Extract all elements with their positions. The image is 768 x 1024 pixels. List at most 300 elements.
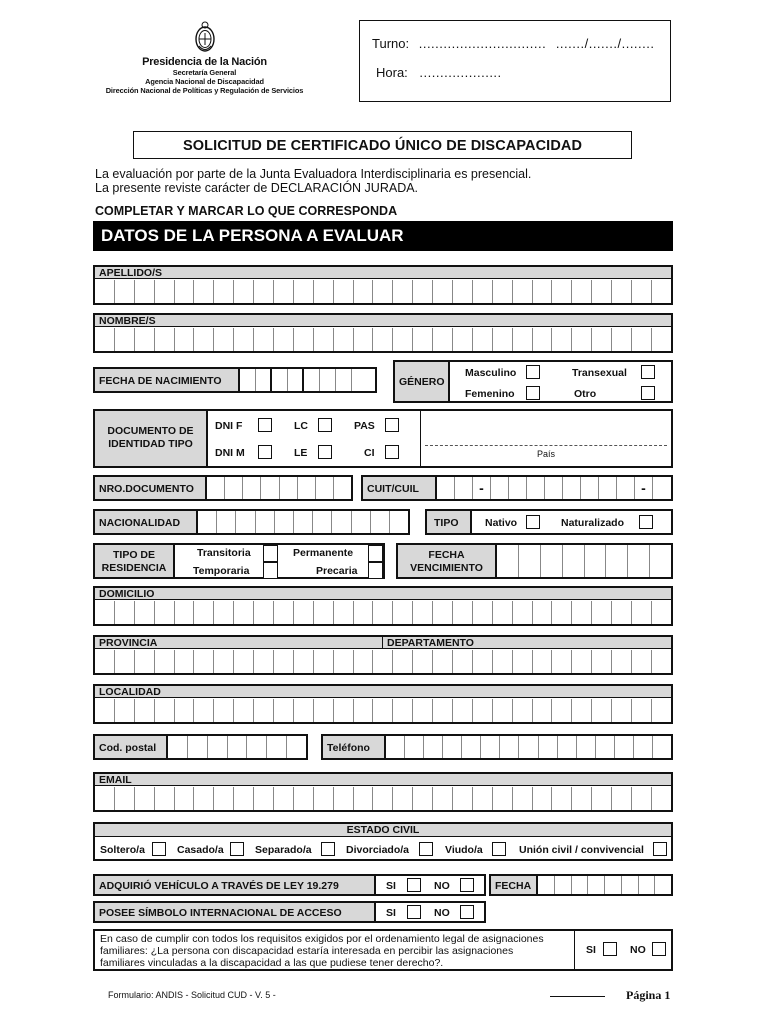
genero-label: GÉNERO [395,362,450,401]
char-cell[interactable] [334,477,351,499]
char-cell[interactable] [352,511,371,533]
char-cell[interactable] [592,280,612,303]
char-cell[interactable] [453,328,473,351]
char-cell[interactable] [612,601,632,624]
char-cell[interactable] [135,787,155,810]
char-cell[interactable] [280,477,298,499]
cuit-cuil-field[interactable] [361,475,673,501]
char-cell[interactable] [354,787,374,810]
char-cell[interactable] [533,601,553,624]
union-checkbox[interactable] [653,842,667,856]
char-cell[interactable] [612,699,632,722]
otro-checkbox[interactable] [641,386,655,400]
char-cell[interactable] [261,477,279,499]
char-cell[interactable] [632,280,652,303]
char-cell[interactable] [115,699,135,722]
char-cell[interactable] [155,787,175,810]
char-cell[interactable] [267,736,287,758]
char-cell[interactable] [652,650,671,673]
char-cell[interactable] [194,650,214,673]
asignaciones-field [93,929,673,971]
char-cell[interactable] [314,699,334,722]
char-cell[interactable] [243,477,261,499]
char-cell[interactable] [393,601,413,624]
char-cell[interactable] [115,280,135,303]
char-cell[interactable] [294,601,314,624]
char-cell[interactable] [254,601,274,624]
char-cell[interactable] [194,787,214,810]
char-cell[interactable] [413,650,433,673]
char-cell[interactable] [462,736,481,758]
char-cell[interactable] [519,545,541,577]
char-cell[interactable] [254,280,274,303]
char-cell[interactable] [373,280,393,303]
char-cell[interactable] [588,876,605,894]
turno-date-input[interactable]: ......./......./........ [555,36,655,51]
char-cell[interactable] [95,787,115,810]
viudo-checkbox[interactable] [492,842,506,856]
char-cell[interactable] [168,736,188,758]
char-cell[interactable] [605,876,622,894]
char-cell[interactable] [274,650,294,673]
char-cell[interactable] [572,280,592,303]
char-cell[interactable] [393,699,413,722]
char-cell[interactable] [563,545,585,577]
char-cell[interactable] [214,601,234,624]
char-cell[interactable] [577,736,596,758]
char-cell[interactable] [433,650,453,673]
nombres-field[interactable] [93,313,673,353]
char-cell[interactable] [274,601,294,624]
char-cell[interactable] [628,545,650,577]
char-cell[interactable] [473,328,493,351]
domicilio-field[interactable] [93,586,673,626]
char-cell[interactable] [481,736,500,758]
char-cell[interactable] [393,650,413,673]
char-cell[interactable] [443,736,462,758]
char-cell[interactable] [155,699,175,722]
char-cell[interactable] [615,736,634,758]
char-cell[interactable] [390,511,408,533]
char-cell[interactable] [228,736,248,758]
char-cell[interactable] [453,601,473,624]
char-cell[interactable] [207,477,225,499]
char-cell[interactable] [393,787,413,810]
char-cell[interactable] [650,545,671,577]
char-cell[interactable] [214,699,234,722]
char-cell[interactable] [533,787,553,810]
char-cell[interactable] [95,601,115,624]
char-cell[interactable] [500,736,519,758]
char-cell[interactable] [314,787,334,810]
char-cell[interactable] [541,545,563,577]
char-cell[interactable] [473,601,493,624]
char-cell[interactable] [405,736,424,758]
char-cell[interactable] [175,787,195,810]
char-cell[interactable] [354,650,374,673]
char-cell[interactable] [274,280,294,303]
vehiculo-no-checkbox[interactable] [460,878,474,892]
divorciado-checkbox[interactable] [419,842,433,856]
char-cell[interactable] [175,650,195,673]
char-cell[interactable] [175,280,195,303]
char-cell[interactable] [513,787,533,810]
char-cell[interactable] [433,787,453,810]
char-cell[interactable] [386,736,405,758]
char-cell[interactable] [493,787,513,810]
telefono-field[interactable] [321,734,673,760]
char-cell[interactable] [155,650,175,673]
char-cell[interactable] [453,787,473,810]
char-cell[interactable] [473,699,493,722]
char-cell[interactable] [572,699,592,722]
char-cell[interactable] [256,511,275,533]
char-cell[interactable] [115,601,135,624]
char-cell[interactable] [234,328,254,351]
char-cell[interactable] [214,280,234,303]
email-field[interactable] [93,772,673,812]
char-cell[interactable] [519,736,538,758]
telefono-cells[interactable] [386,736,671,758]
nro-documento-field[interactable] [93,475,353,501]
transitoria-checkbox[interactable] [263,545,278,562]
char-cell[interactable] [175,601,195,624]
char-cell[interactable] [612,650,632,673]
char-cell[interactable] [214,328,234,351]
char-cell[interactable] [274,699,294,722]
char-cell[interactable] [533,280,553,303]
char-cell[interactable] [354,601,374,624]
char-cell[interactable] [555,876,572,894]
cod-postal-cells[interactable] [168,736,306,758]
char-cell[interactable] [592,787,612,810]
char-cell[interactable] [287,736,306,758]
fecha-nacimiento-field[interactable] [93,367,377,393]
char-cell[interactable] [254,787,274,810]
char-cell[interactable] [493,280,513,303]
char-cell[interactable] [354,699,374,722]
char-cell[interactable] [393,280,413,303]
casado-checkbox[interactable] [230,842,244,856]
char-cell[interactable] [314,280,334,303]
char-cell[interactable] [95,328,115,351]
ci-label: CI [364,447,375,459]
char-cell[interactable] [371,511,390,533]
dni-f-label: DNI F [215,420,243,432]
char-cell[interactable] [552,328,572,351]
char-cell[interactable] [552,787,572,810]
provincia-departamento-field[interactable] [93,635,673,675]
char-cell[interactable] [234,787,254,810]
char-cell[interactable] [373,699,393,722]
char-cell[interactable] [592,328,612,351]
char-cell[interactable] [274,328,294,351]
fecha-vencimiento-field[interactable] [396,543,673,579]
simbolo-no-checkbox[interactable] [460,905,474,919]
char-cell[interactable] [334,601,354,624]
char-cell[interactable] [194,328,214,351]
char-cell[interactable] [135,328,155,351]
char-cell[interactable] [473,787,493,810]
char-cell[interactable] [453,699,473,722]
char-cell[interactable] [413,787,433,810]
char-cell[interactable] [115,328,135,351]
char-cell[interactable] [572,601,592,624]
char-cell[interactable] [424,736,443,758]
provincia-departamento-cells[interactable] [95,650,671,673]
localidad-cells[interactable] [95,699,671,722]
char-cell[interactable] [632,601,652,624]
char-cell[interactable] [622,876,639,894]
char-cell[interactable] [592,699,612,722]
char-cell[interactable] [314,650,334,673]
char-cell[interactable] [254,328,274,351]
char-cell[interactable] [552,601,572,624]
le-checkbox[interactable] [318,445,332,459]
nombres-cells[interactable] [95,328,671,351]
pas-checkbox[interactable] [385,418,399,432]
char-cell[interactable] [225,477,243,499]
char-cell[interactable] [95,650,115,673]
char-cell[interactable] [294,511,313,533]
vehiculo-fecha-cells[interactable] [538,876,671,894]
char-cell[interactable] [552,280,572,303]
apellidos-field[interactable] [93,265,673,305]
char-cell[interactable] [612,280,632,303]
char-cell[interactable] [95,280,115,303]
char-cell[interactable] [236,511,255,533]
char-cell[interactable] [294,328,314,351]
char-cell[interactable] [473,280,493,303]
char-cell[interactable] [533,328,553,351]
dni-m-checkbox[interactable] [258,445,272,459]
char-cell[interactable] [652,280,671,303]
apellidos-cells[interactable] [95,280,671,303]
tipo-residencia-field [93,543,385,579]
char-cell[interactable] [313,511,332,533]
domicilio-cells[interactable] [95,601,671,624]
char-cell[interactable] [592,650,612,673]
char-cell[interactable] [95,699,115,722]
permanente-checkbox[interactable] [368,545,383,562]
page-number: Página 1 [626,988,671,1002]
char-cell[interactable] [334,328,354,351]
char-cell[interactable] [294,280,314,303]
simbolo-si-checkbox[interactable] [407,905,421,919]
char-cell[interactable] [572,328,592,351]
char-cell[interactable] [653,736,671,758]
femenino-checkbox[interactable] [526,386,540,400]
lc-checkbox[interactable] [318,418,332,432]
char-cell[interactable] [652,699,671,722]
char-cell[interactable] [334,787,354,810]
char-cell[interactable] [413,280,433,303]
char-cell[interactable] [115,787,135,810]
cod-postal-field[interactable] [93,734,308,760]
fecha-nacimiento-cells[interactable] [238,369,375,391]
char-cell[interactable] [155,280,175,303]
char-cell[interactable] [115,650,135,673]
separado-checkbox[interactable] [321,842,335,856]
char-cell[interactable] [175,328,195,351]
masculino-checkbox[interactable] [526,365,540,379]
email-cells[interactable] [95,787,671,810]
char-cell[interactable] [334,280,354,303]
char-cell[interactable] [632,787,652,810]
char-cell[interactable] [433,601,453,624]
pais-field[interactable] [420,411,671,466]
char-cell[interactable] [655,876,671,894]
char-cell[interactable] [652,601,671,624]
char-cell[interactable] [413,699,433,722]
char-cell[interactable] [572,876,589,894]
char-cell[interactable] [254,650,274,673]
char-cell[interactable] [473,650,493,673]
hora-input[interactable]: .................... [419,65,502,80]
char-cell[interactable] [558,736,577,758]
char-cell[interactable] [533,650,553,673]
char-cell[interactable] [513,328,533,351]
char-cell[interactable] [413,328,433,351]
char-cell[interactable] [298,477,316,499]
char-cell[interactable] [433,280,453,303]
char-cell[interactable] [334,650,354,673]
char-cell[interactable] [254,699,274,722]
precaria-checkbox[interactable] [368,562,383,579]
char-cell[interactable] [214,787,234,810]
char-cell[interactable] [513,650,533,673]
soltero-label: Soltero/a [100,844,145,856]
char-cell[interactable] [493,328,513,351]
vehiculo-fecha-field[interactable] [489,874,673,896]
char-cell[interactable] [612,328,632,351]
nativo-checkbox[interactable] [526,515,540,529]
char-cell[interactable] [354,280,374,303]
temporaria-checkbox[interactable] [263,562,278,579]
dni-f-checkbox[interactable] [258,418,272,432]
char-cell[interactable] [188,736,208,758]
char-cell[interactable] [493,699,513,722]
char-cell[interactable] [433,699,453,722]
nro-documento-cells[interactable] [207,477,351,499]
char-cell[interactable] [453,650,473,673]
naturalizado-label: Naturalizado [561,517,625,529]
char-cell[interactable] [294,787,314,810]
char-cell[interactable] [373,601,393,624]
char-cell[interactable] [652,787,671,810]
char-cell[interactable] [596,736,615,758]
char-cell[interactable] [234,650,254,673]
char-cell[interactable] [538,876,555,894]
char-cell[interactable] [612,787,632,810]
char-cell[interactable] [632,328,652,351]
char-cell[interactable] [274,787,294,810]
char-cell[interactable] [513,699,533,722]
char-cell[interactable] [155,328,175,351]
char-cell[interactable] [354,328,374,351]
char-cell[interactable] [275,511,294,533]
char-cell[interactable] [214,650,234,673]
char-cell[interactable] [208,736,228,758]
char-cell[interactable] [198,511,217,533]
char-cell[interactable] [135,280,155,303]
naturalizado-checkbox[interactable] [639,515,653,529]
char-cell[interactable] [453,280,473,303]
char-cell[interactable] [234,280,254,303]
char-cell[interactable] [373,328,393,351]
char-cell[interactable] [606,545,628,577]
char-cell[interactable] [513,601,533,624]
char-cell[interactable] [194,280,214,303]
char-cell[interactable] [314,601,334,624]
char-cell[interactable] [294,699,314,722]
char-cell[interactable] [585,545,607,577]
char-cell[interactable] [433,328,453,351]
char-cell[interactable] [155,601,175,624]
asignaciones-no-checkbox[interactable] [652,942,666,956]
char-cell[interactable] [373,650,393,673]
char-cell[interactable] [632,699,652,722]
localidad-field[interactable] [93,684,673,724]
char-cell[interactable] [316,477,334,499]
char-cell[interactable] [493,650,513,673]
documento-tipo-field [93,409,673,468]
nacionalidad-field[interactable] [93,509,410,535]
char-cell[interactable] [652,328,671,351]
char-cell[interactable] [194,601,214,624]
char-cell[interactable] [332,511,351,533]
ci-checkbox[interactable] [385,445,399,459]
char-cell[interactable] [135,650,155,673]
char-cell[interactable] [513,280,533,303]
asignaciones-si-checkbox[interactable] [603,942,617,956]
vehiculo-si-checkbox[interactable] [407,878,421,892]
char-cell[interactable] [234,601,254,624]
char-cell[interactable] [217,511,236,533]
char-cell[interactable] [247,736,267,758]
char-cell[interactable] [632,650,652,673]
char-cell[interactable] [634,736,653,758]
char-cell[interactable] [294,650,314,673]
char-cell[interactable] [413,601,433,624]
char-cell[interactable] [135,601,155,624]
soltero-checkbox[interactable] [152,842,166,856]
char-cell[interactable] [533,699,553,722]
char-cell[interactable] [592,601,612,624]
char-cell[interactable] [373,787,393,810]
char-cell[interactable] [639,876,656,894]
transexual-checkbox[interactable] [641,365,655,379]
fecha-vencimiento-cells[interactable] [497,545,671,577]
char-cell[interactable] [572,787,592,810]
char-cell[interactable] [334,699,354,722]
char-cell[interactable] [393,328,413,351]
char-cell[interactable] [175,699,195,722]
char-cell[interactable] [234,699,254,722]
char-cell[interactable] [572,650,592,673]
char-cell[interactable] [539,736,558,758]
char-cell[interactable] [552,699,572,722]
char-cell[interactable] [314,328,334,351]
turno-input[interactable]: ............................... [418,36,547,51]
char-cell[interactable] [194,699,214,722]
char-cell[interactable] [552,650,572,673]
char-cell[interactable] [135,699,155,722]
char-cell[interactable] [497,545,519,577]
char-cell[interactable] [493,601,513,624]
nacionalidad-cells[interactable] [198,511,408,533]
cuit-cuil-cells[interactable] [437,477,671,499]
